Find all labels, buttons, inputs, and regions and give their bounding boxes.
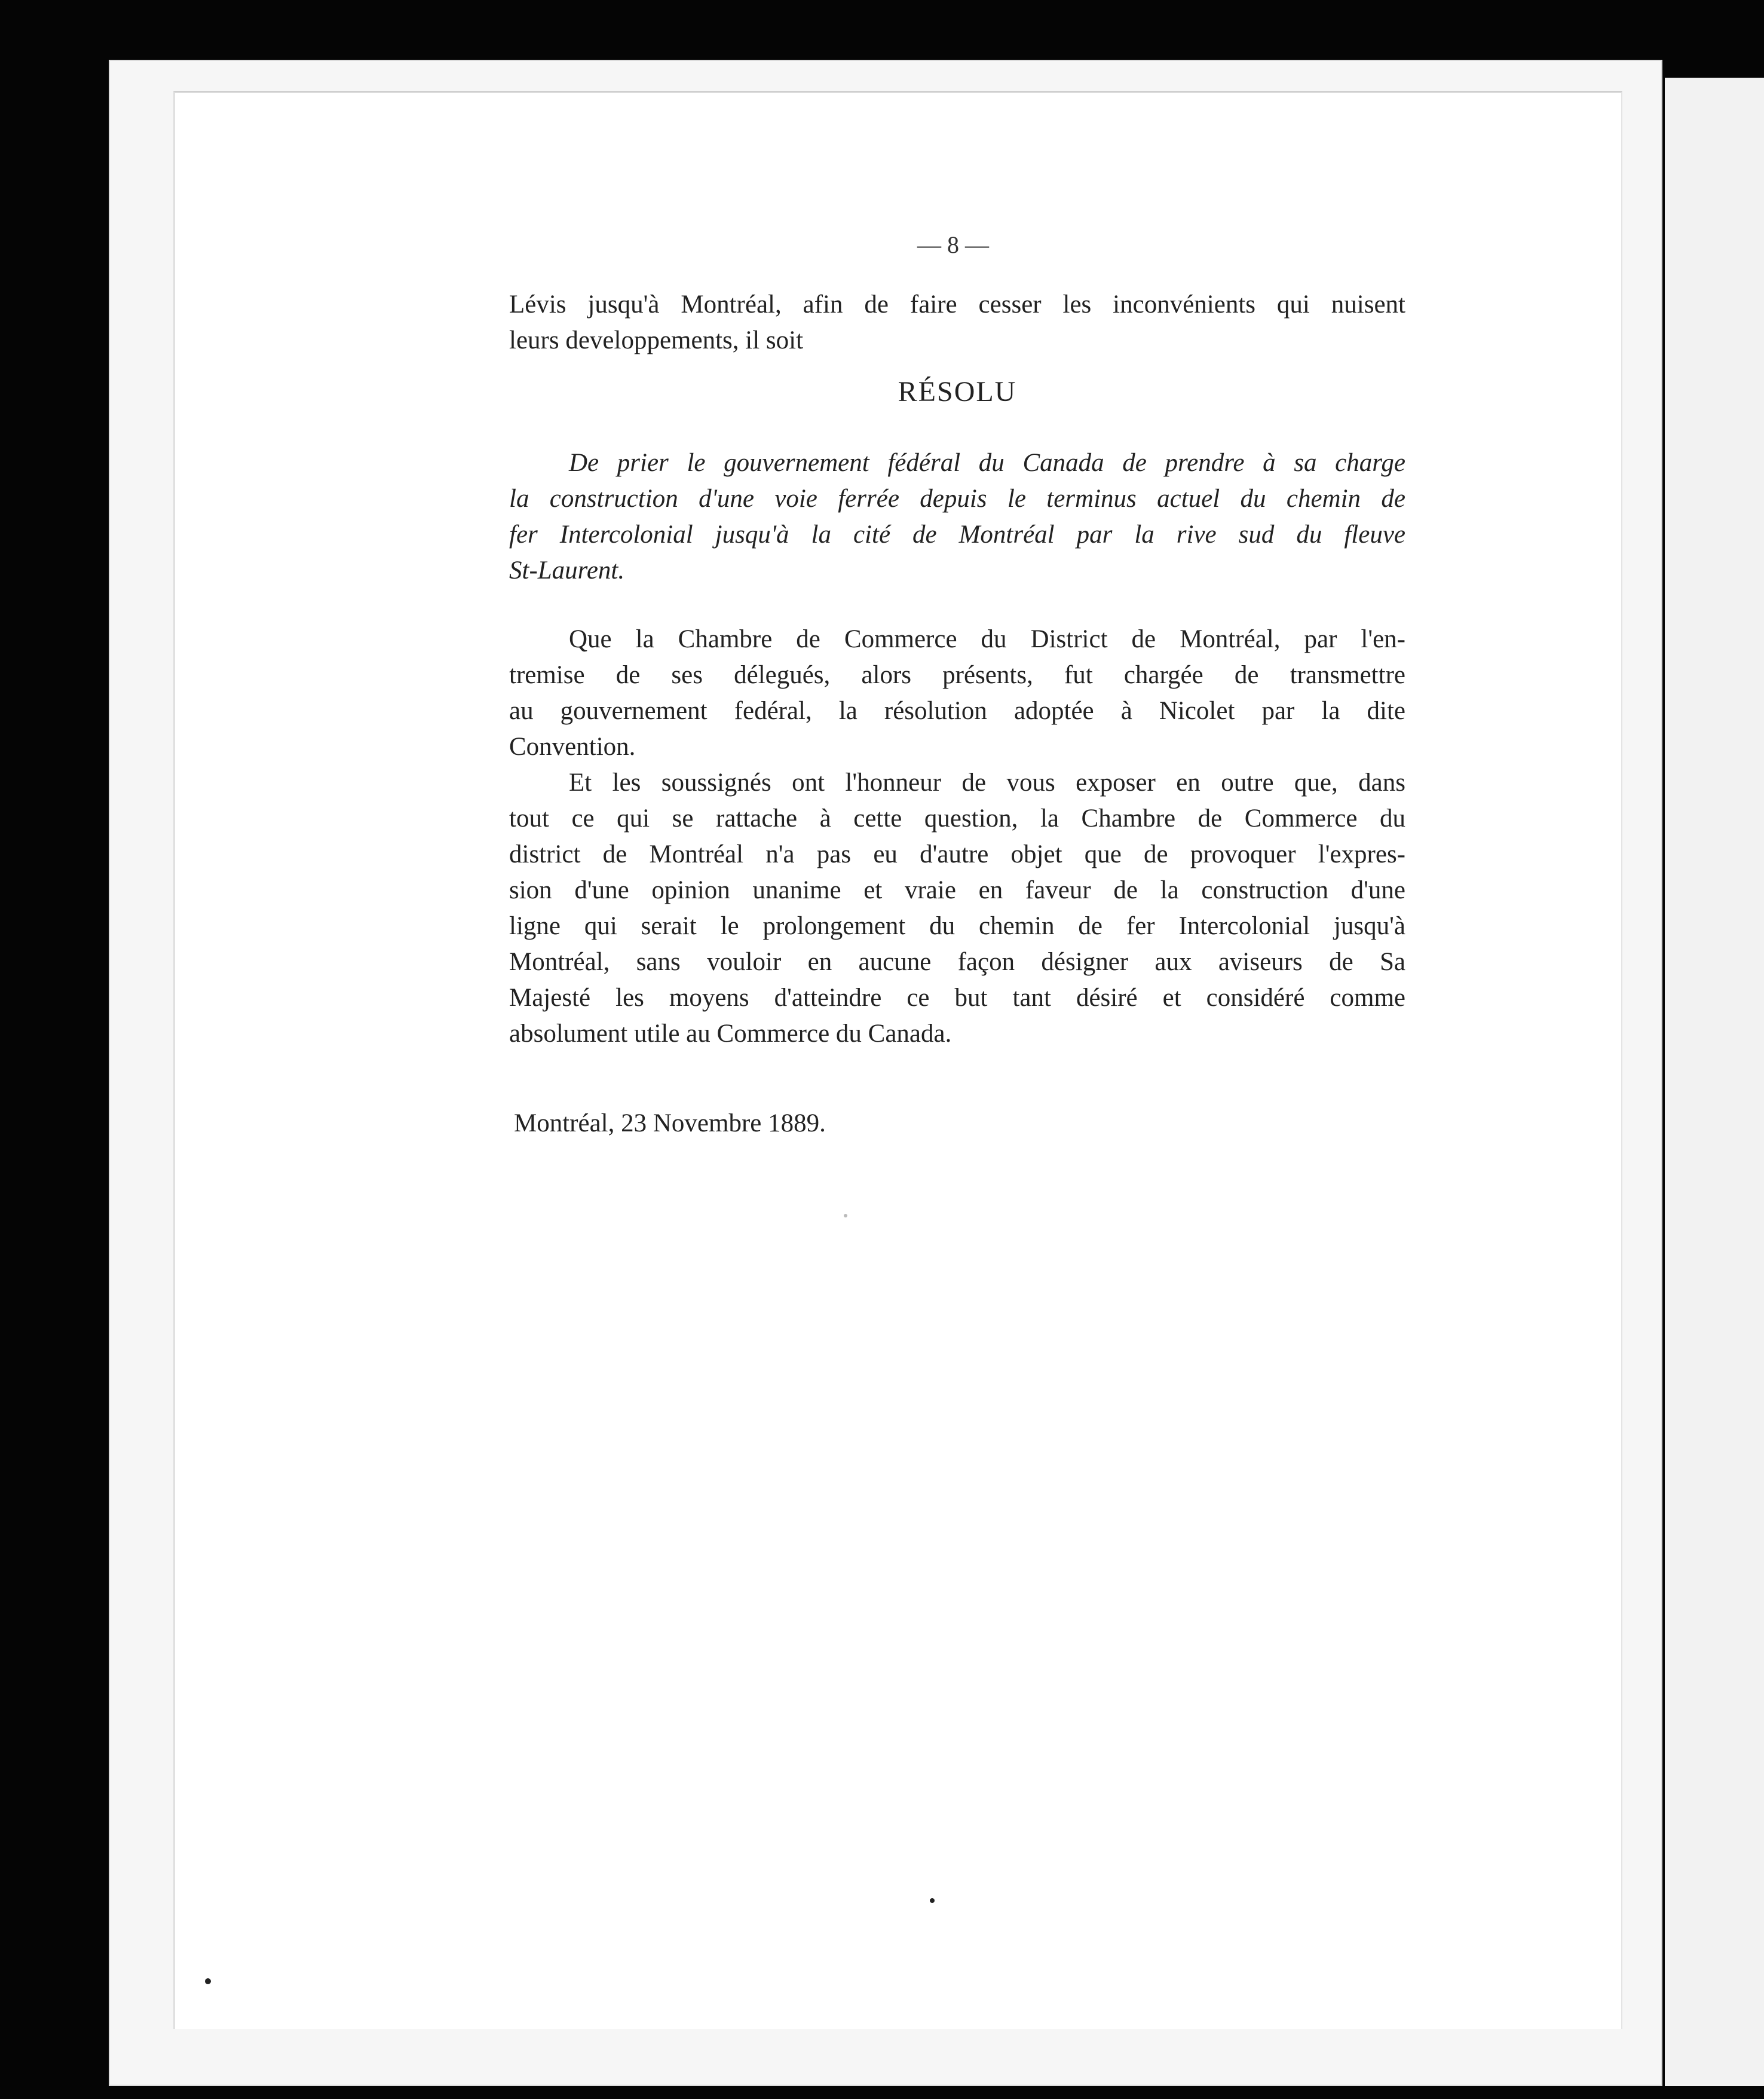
text-line: De prier le gouvernement fédéral du Canada de prendre à sa charge: [569, 449, 1405, 477]
closing-paragraph: [509, 765, 1405, 1052]
text-line: Montréal, sans vouloir en aucune façon désigner aux aviseurs de Sa: [509, 948, 1405, 976]
text-line: Que la Chambre de Commerce du District de Montréal, par l'en-: [569, 625, 1405, 653]
text-line: au gouvernement fedéral, la résolution adoptée à Nicolet par la dite: [509, 697, 1405, 725]
text-line: district de Montréal n'a pas eu d'autre objet que de provoquer l'expres-: [509, 840, 1405, 868]
text-line: tremise de ses délegués, alors présents, fut chargée de transmettre: [509, 661, 1405, 689]
text-line: absolument utile au Commerce du Canada.: [509, 1020, 952, 1048]
intro-paragraph: [509, 287, 1405, 359]
paper-speck: [844, 1214, 847, 1217]
text-line: fer Intercolonial jusqu'à la cité de Montréal par la rive sud du fleuve: [509, 521, 1405, 549]
resolution-paragraph: [509, 445, 1405, 589]
chamber-paragraph: [509, 622, 1405, 765]
resolution-heading: RÉSOLU: [898, 376, 1017, 408]
paper-speck: [930, 1898, 935, 1903]
text-line: Et les soussignés ont l'honneur de vous exposer en outre que, dans: [569, 769, 1405, 797]
text-line: tout ce qui se rattache à cette question, la Chambre de Commerce du: [509, 804, 1405, 833]
text-line: Majesté les moyens d'atteindre ce but tant désiré et considéré comme: [509, 984, 1405, 1012]
text-line: Convention.: [509, 733, 636, 761]
page-number: — 8 —: [917, 231, 989, 258]
text-line: St-Laurent.: [509, 556, 625, 585]
text-line: la construction d'une voie ferrée depuis le terminus actuel du chemin de: [509, 485, 1405, 513]
text-line: Lévis jusqu'à Montréal, afin de faire cesser les inconvénients qui nuisent: [509, 290, 1405, 319]
adjacent-page-edge: [1665, 78, 1764, 2086]
signature-date: Montréal, 23 Novembre 1889.: [514, 1109, 826, 1137]
document-page: [109, 60, 1662, 2086]
text-line: sion d'une opinion unanime et vraie en faveur de la construction d'une: [509, 876, 1405, 904]
text-line: ligne qui serait le prolongement du chemin de fer Intercolonial jusqu'à: [509, 912, 1405, 940]
text-line: leurs developpements, il soit: [509, 326, 804, 354]
paper-speck: [205, 1978, 211, 1984]
